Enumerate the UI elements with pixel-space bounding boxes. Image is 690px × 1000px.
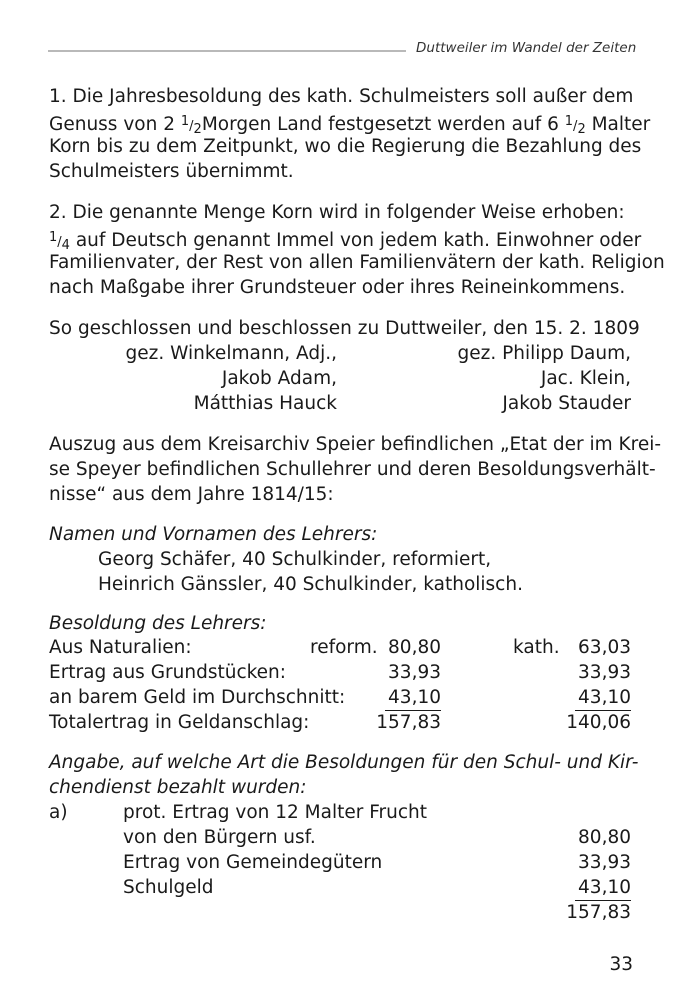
- salary-reform-total: 157,83: [376, 712, 441, 733]
- fraction-one-half: 1/2: [564, 114, 586, 137]
- teachers-heading: Namen und Vornamen des Lehrers:: [49, 524, 378, 545]
- payment-heading-line1: Angabe, auf welche Art die Besoldungen für den Schul- und Kir-: [49, 752, 639, 773]
- payment-row-value: 33,93: [578, 852, 631, 873]
- salary-reform-value: 33,93: [388, 662, 441, 683]
- fraction-one-half: 1/2: [180, 114, 202, 137]
- payment-row-label: von den Bürgern usf.: [123, 827, 316, 848]
- running-title: Duttweiler im Wandel der Zeiten: [416, 40, 637, 56]
- signature-left-1: gez. Winkelmann, Adj.,: [125, 343, 337, 364]
- header-rule: [48, 50, 406, 52]
- payment-heading-line2: chendienst bezahlt wurden:: [49, 777, 307, 798]
- para2-line4: nach Maßgabe ihrer Grundsteuer oder ihres Reineinkommens.: [49, 277, 626, 298]
- salary-heading: Besoldung des Lehrers:: [49, 613, 267, 634]
- salary-row-label: Ertrag aus Grundstücken:: [49, 662, 287, 683]
- salary-kath-value: 33,93: [578, 662, 631, 683]
- signature-right-1: gez. Philipp Daum,: [457, 343, 631, 364]
- para1-line3: Korn bis zu dem Zeitpunkt, wo die Regierung die Bezahlung des: [49, 136, 642, 157]
- salary-kath-total: 140,06: [566, 712, 631, 733]
- signature-right-3: Jakob Stauder: [502, 393, 631, 414]
- para1-line4: Schulmeisters übernimmt.: [49, 161, 294, 182]
- signature-left-3: Mátthias Hauck: [193, 393, 337, 414]
- para2-line1: 2. Die genannte Menge Korn wird in folgender Weise erhoben:: [49, 202, 625, 223]
- payment-row-value: 43,10: [575, 875, 631, 901]
- para1-line1: 1. Die Jahresbesoldung des kath. Schulmeisters soll außer dem: [49, 86, 634, 107]
- salary-row-label: Aus Naturalien:: [49, 637, 192, 658]
- payment-row-label: Ertrag von Gemeindegütern: [123, 852, 383, 873]
- signature-right-2: Jac. Klein,: [540, 368, 631, 389]
- payment-marker: a): [49, 802, 68, 823]
- payment-row-value: 80,80: [578, 827, 631, 848]
- teacher-item: Georg Schäfer, 40 Schulkinder, reformiert,: [98, 549, 492, 570]
- teacher-item: Heinrich Gänssler, 40 Schulkinder, katholisch.: [98, 574, 523, 595]
- payment-total: 157,83: [566, 902, 631, 923]
- reform-label: reform.: [310, 637, 378, 658]
- salary-reform-value: 80,80: [388, 637, 441, 658]
- excerpt-line1: Auszug aus dem Kreisarchiv Speier befindlichen „Etat der im Krei-: [49, 434, 662, 455]
- page-number: 33: [609, 954, 633, 975]
- salary-row-label: an barem Geld im Durchschnitt:: [49, 687, 346, 708]
- closing-line: So geschlossen und beschlossen zu Duttweiler, den 15. 2. 1809: [49, 318, 640, 339]
- kath-label: kath.: [513, 637, 560, 658]
- signature-left-2: Jakob Adam,: [221, 368, 337, 389]
- excerpt-line2: se Speyer befindlichen Schullehrer und deren Besoldungsverhält-: [49, 459, 656, 480]
- para2-line3: Familienvater, der Rest von allen Familienvätern der kath. Religion: [49, 252, 665, 273]
- payment-row-label: prot. Ertrag von 12 Malter Frucht: [123, 802, 428, 823]
- fraction-one-quarter: 1/4: [49, 230, 70, 253]
- salary-row-label: Totalertrag in Geldanschlag:: [49, 712, 310, 733]
- para2-line2: 1/4 auf Deutsch genannt Immel von jedem kath. Einwohner oder: [49, 230, 642, 253]
- salary-kath-value: 63,03: [578, 637, 631, 658]
- payment-row-label: Schulgeld: [123, 877, 214, 898]
- salary-kath-value: 43,10: [575, 685, 631, 711]
- para1-line2: Genuss von 2 1/2Morgen Land festgesetzt werden auf 6 1/2 Malter: [49, 114, 651, 137]
- excerpt-line3: nisse“ aus dem Jahre 1814/15:: [49, 484, 334, 505]
- salary-reform-value: 43,10: [385, 685, 441, 711]
